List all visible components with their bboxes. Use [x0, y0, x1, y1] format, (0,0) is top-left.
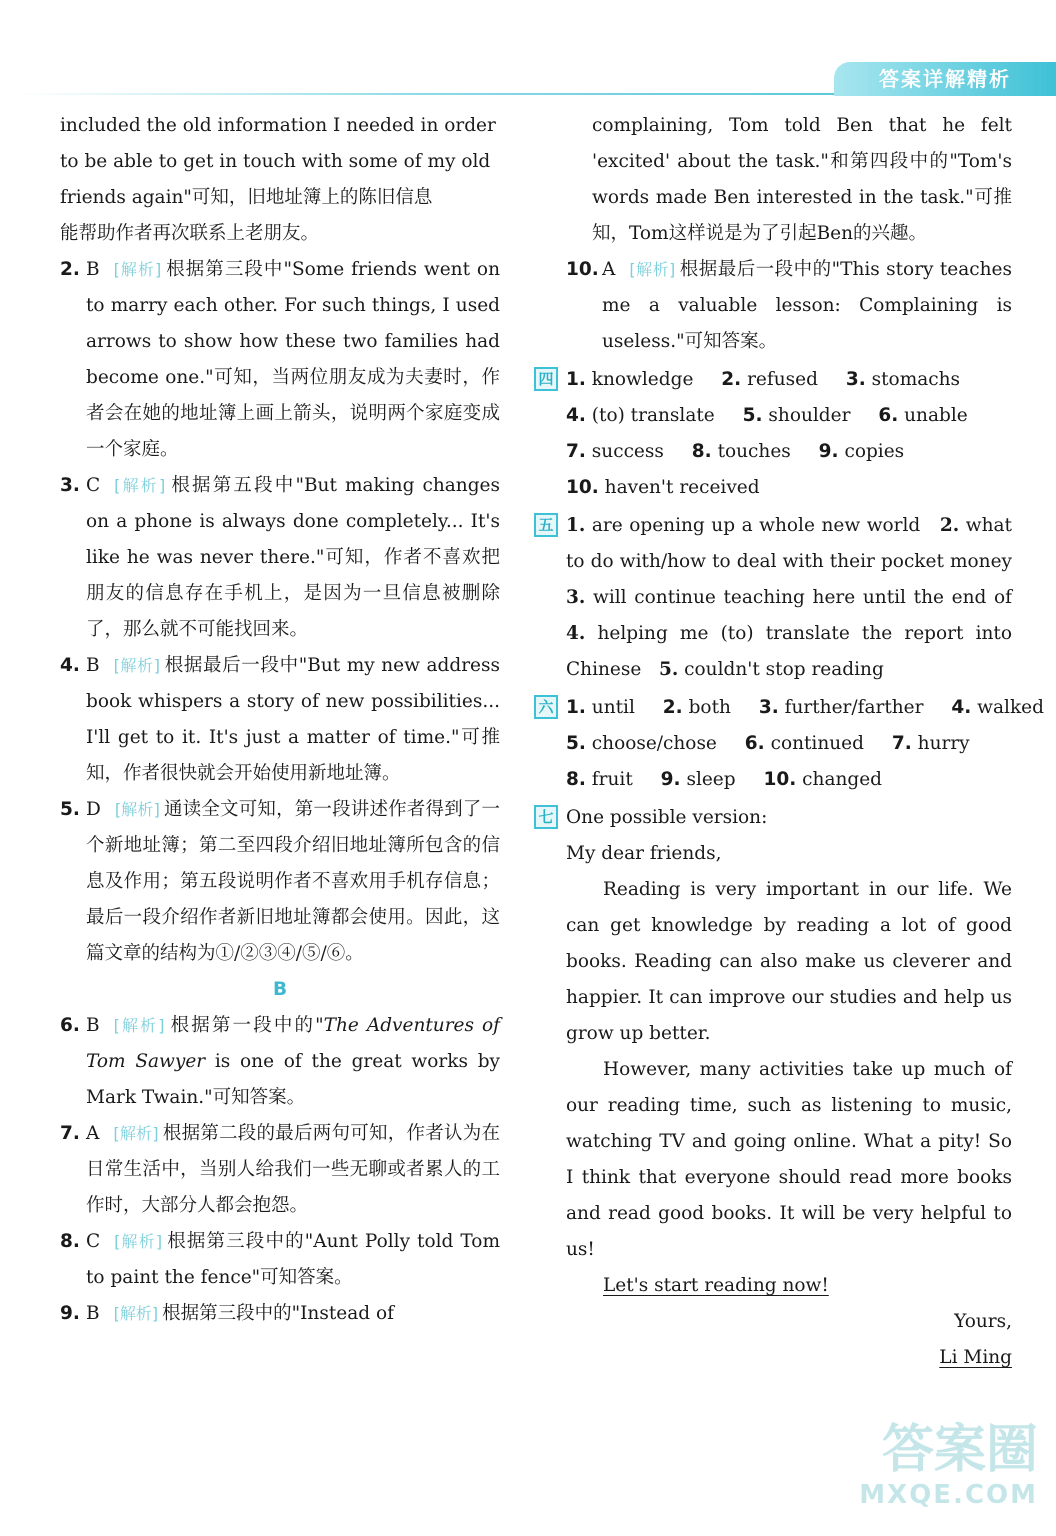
essay-paragraph: Reading is very important in our life. We can get knowledge by reading a lot of good books. Reading can also make us cleverer and happier. It can improve our studies and help us grow up better. [566, 879, 1012, 1044]
answer-word: refused [747, 369, 818, 390]
item-explanation: 根据第五段中"But making changes on a phone is always done completely... It's like he was never there."可知，作者不喜欢把朋友的信息存在手机上，是因为一旦信息被删除了，那么就不可能找回来。 [86, 475, 500, 640]
answer-phrase: are opening up a whole new world [591, 515, 921, 536]
item-explanation: 根据第三段中"Some friends went on to marry each other. For such things, I used arrows to show how these two families had become one."可知，当两位朋友成为夫妻时，作者会在她的地址簿上画上箭头，说明两个家庭变成一个家庭。 [86, 259, 500, 460]
answer-word: hurry [917, 733, 970, 754]
item-answer: A [602, 259, 616, 280]
item-explanation: 根据最后一段中的"This story teaches me a valuable lesson: Complaining is useless."可知答案。 [602, 259, 1012, 352]
section-6 [538, 690, 1044, 798]
answer-item-8 [60, 1224, 500, 1296]
intro-line: to be able to get in touch with some of my old [60, 151, 491, 172]
right-column [538, 108, 1044, 1376]
essay-name-row [566, 1340, 1012, 1376]
answer-word: until [591, 697, 635, 718]
left-column [60, 108, 500, 1332]
analysis-tag: [解析] [113, 1304, 159, 1323]
answer-item-9-continued: complaining, Tom told Ben that he felt 'excited' about the task."和第四段中的"Tom's words made Ben interested in the task."可推知，Tom这样说是为了引起Ben的兴趣。 [592, 115, 1012, 244]
item-answer: B [86, 655, 100, 676]
answer-num: 6. [744, 733, 765, 754]
item-answer: B [86, 1303, 100, 1324]
answer-item-5 [60, 792, 500, 972]
item-number: 4. [60, 655, 80, 676]
watermark-url: MXQE.COM [859, 1480, 1038, 1510]
answer-word: sleep [686, 769, 736, 790]
answer-num: 4. [566, 405, 586, 426]
essay-closing: Let's start reading now! [603, 1275, 829, 1296]
intro-line: friends again"可知，旧地址簿上的陈旧信息 [60, 187, 433, 208]
section-4 [538, 362, 1012, 506]
section-7 [538, 800, 1012, 1376]
item-explanation: 根据第三段中的"Aunt Polly told Tom to paint the fence"可知答案。 [86, 1231, 500, 1288]
item-number: 9. [60, 1303, 80, 1324]
answer-item-2 [60, 252, 500, 468]
essay-name: Li Ming [939, 1347, 1012, 1368]
item-number: 8. [60, 1231, 80, 1252]
essay-intro: One possible version: [566, 807, 768, 828]
analysis-tag: [解析] [113, 1124, 159, 1143]
answer-word: stomachs [871, 369, 961, 390]
essay-greeting: My dear friends, [566, 843, 722, 864]
analysis-tag: [解析] [113, 1016, 165, 1035]
analysis-tag: [解析] [114, 1232, 163, 1251]
answer-word: unable [904, 405, 968, 426]
answer-num: 1. [566, 697, 586, 718]
answer-line [566, 690, 1044, 726]
answer-num: 2. [721, 369, 742, 390]
answer-line [566, 434, 1012, 470]
intro-line: 能帮助作者再次联系上老朋友。 [60, 223, 320, 244]
answer-word: knowledge [591, 369, 694, 390]
answer-num: 2. [662, 697, 683, 718]
answer-line [566, 398, 1012, 434]
answer-word: (to) translate [591, 405, 715, 426]
essay-closing-row [566, 1268, 1012, 1304]
answer-word: shoulder [768, 405, 851, 426]
answer-phrase: what to do with/how to deal with their pocket money [566, 515, 1012, 572]
section-badge: 六 [534, 695, 558, 719]
answer-num: 7. [891, 733, 912, 754]
answer-line [566, 726, 1012, 762]
item-number: 5. [60, 799, 80, 820]
answer-word: continued [770, 733, 864, 754]
book-title: The Adventures of Tom Sawyer [86, 1015, 500, 1072]
answer-num: 1. [566, 515, 586, 536]
intro-text [60, 108, 500, 252]
answer-num: 5. [658, 659, 679, 680]
section-badge: 七 [534, 805, 558, 829]
answer-phrase: helping me (to) translate the report into Chinese [566, 623, 1012, 680]
answer-word: haven't received [604, 477, 760, 498]
essay-paragraph: However, many activities take up much of our reading time, such as listening to music, watching TV and going online. What a pity! So I think that everyone should read more books and read good books. It will be very helpful to us! [566, 1059, 1012, 1260]
item-answer: C [86, 1231, 101, 1252]
analysis-tag: [解析] [113, 260, 162, 279]
answer-word: success [591, 441, 664, 462]
section-5 [538, 508, 1012, 688]
item-answer: B [86, 259, 100, 280]
answer-num: 5. [566, 733, 586, 754]
item-explanation: 根据最后一段中"But my new address book whispers a story of new possibilities... I'll get to it. It's just a matter of time."可推知，作者很快就会开始使用新地址簿。 [86, 655, 500, 784]
answer-num: 4. [951, 697, 972, 718]
answer-word: copies [844, 441, 905, 462]
answer-num: 3. [566, 587, 586, 608]
item-number: 2. [60, 259, 80, 280]
answer-item-3 [60, 468, 500, 648]
answer-num: 5. [742, 405, 763, 426]
section-badge: 五 [534, 513, 558, 537]
answer-phrase: couldn't stop reading [684, 659, 884, 680]
item-explanation: 根据第一段中的" [168, 1015, 324, 1036]
essay-signoff: Yours, [954, 1311, 1012, 1332]
answer-line [566, 470, 1012, 506]
item-number: 6. [60, 1015, 80, 1036]
answer-num: 8. [566, 769, 586, 790]
item-number: 3. [60, 475, 80, 496]
answer-num: 8. [691, 441, 712, 462]
answer-num: 1. [566, 369, 586, 390]
item-answer: D [86, 799, 101, 820]
answer-num: 9. [818, 441, 839, 462]
answer-num: 10. [763, 769, 797, 790]
item-answer: A [86, 1123, 100, 1144]
answer-item-7 [60, 1116, 500, 1224]
item-answer: B [86, 1015, 100, 1036]
answer-num: 6. [878, 405, 899, 426]
item-number: 7. [60, 1123, 80, 1144]
answer-num: 4. [566, 623, 586, 644]
answer-num: 10. [566, 477, 599, 498]
answer-line [566, 762, 1012, 798]
section-b-heading: B [272, 979, 288, 1000]
item-answer: C [86, 475, 101, 496]
answer-word: fruit [591, 769, 633, 790]
item-number: 10. [566, 259, 599, 280]
answer-word: choose/chose [591, 733, 717, 754]
analysis-tag: [解析] [114, 476, 166, 495]
item-explanation: 根据第二段的最后两句可知，作者认为在日常生活中，当别人给我们一些无聊或者累人的工作时，大部分人都会抱怨。 [86, 1123, 500, 1216]
answer-line [566, 362, 1012, 398]
answer-item-4 [60, 648, 500, 792]
answer-num: 9. [660, 769, 681, 790]
answer-word: further/farther [784, 697, 924, 718]
section-badge: 四 [534, 367, 558, 391]
answer-num: 2. [939, 515, 960, 536]
answer-word: walked [977, 697, 1044, 718]
answer-num: 3. [845, 369, 866, 390]
header-title: 答案详解精析 [834, 62, 1056, 96]
answer-word: touches [717, 441, 791, 462]
answer-item-6 [60, 1008, 500, 1116]
answer-word: both [688, 697, 731, 718]
site-watermark [848, 1420, 1038, 1520]
intro-line: included the old information I needed in order [60, 115, 496, 136]
answer-word: changed [802, 769, 883, 790]
answer-num: 3. [758, 697, 779, 718]
answer-item-9 [60, 1296, 500, 1332]
item-explanation: 根据第三段中的"Instead of [162, 1303, 394, 1324]
item-explanation: 通读全文可知，第一段讲述作者得到了一个新地址簿；第二至四段介绍旧地址簿所包含的信息及作用；第五段说明作者不喜欢用手机存信息；最后一段介绍作者新旧地址簿都会使用。因此，这篇文章的结构为①/②③④/⑤/⑥。 [86, 799, 500, 964]
item-explanation-end: is one of the great works by Mark Twain."可知答案。 [86, 1051, 500, 1108]
analysis-tag: [解析] [113, 656, 161, 675]
analysis-tag: [解析] [629, 260, 676, 279]
watermark-logo-text: 答案圈 [881, 1420, 1038, 1480]
answer-phrase: will continue teaching here until the end of [593, 587, 1012, 608]
answer-item-10 [566, 252, 1012, 360]
answer-num: 7. [566, 441, 586, 462]
analysis-tag: [解析] [114, 800, 160, 819]
